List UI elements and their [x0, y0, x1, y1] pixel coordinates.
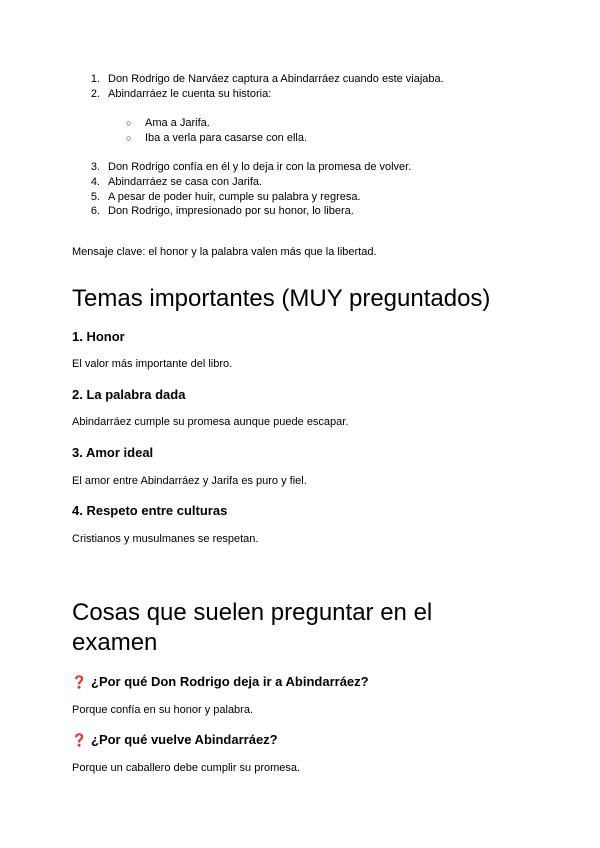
- list-item-text: Don Rodrigo de Narváez captura a Abindarráez cuando este viajaba.: [108, 73, 444, 85]
- hollow-bullet-icon: ○: [126, 133, 132, 143]
- theme-heading: 2. La palabra dada: [72, 387, 186, 402]
- hollow-bullet-icon: ○: [126, 118, 132, 128]
- list-item-text: Abindarráez se casa con Jarifa.: [108, 176, 263, 188]
- section-title-themes: Temas importantes (MUY preguntados): [72, 285, 491, 312]
- theme-text: Abindarráez cumple su promesa aunque puede escapar.: [72, 416, 349, 428]
- list-number: 1.: [90, 73, 100, 85]
- theme-heading: 3. Amor ideal: [72, 445, 154, 460]
- sub-list-item-text: Iba a verla para casarse con ella.: [145, 132, 308, 144]
- question-mark-icon: [72, 732, 86, 748]
- exam-question-text: ¿Por qué Don Rodrigo deja ir a Abindarráez?: [91, 674, 369, 689]
- exam-answer: Porque un caballero debe cumplir su promesa.: [72, 762, 301, 774]
- theme-text: Cristianos y musulmanes se respetan.: [72, 533, 259, 545]
- theme-text: El valor más importante del libro.: [72, 358, 233, 370]
- exam-question-text: ¿Por qué vuelve Abindarráez?: [91, 732, 278, 747]
- exam-question: [72, 674, 369, 690]
- theme-heading: 4. Respeto entre culturas: [72, 503, 228, 518]
- list-number: 6.: [90, 205, 100, 217]
- list-item-text: Don Rodrigo, impresionado por su honor, lo libera.: [108, 205, 354, 217]
- list-number: 3.: [90, 161, 100, 173]
- list-number: 5.: [90, 191, 100, 203]
- list-number: 2.: [90, 88, 100, 100]
- exam-answer: Porque confía en su honor y palabra.: [72, 704, 254, 716]
- section-title-exam-line1: Cosas que suelen preguntar en el: [72, 599, 433, 626]
- exam-question: [72, 732, 278, 748]
- theme-text: El amor entre Abindarráez y Jarifa es puro y fiel.: [72, 475, 307, 487]
- list-item-text: A pesar de poder huir, cumple su palabra y regresa.: [108, 191, 361, 203]
- list-item-text: Abindarráez le cuenta su historia:: [108, 88, 272, 100]
- list-number: 4.: [90, 176, 100, 188]
- sub-list-item-text: Ama a Jarifa.: [145, 117, 210, 129]
- list-item-text: Don Rodrigo confía en él y lo deja ir con la promesa de volver.: [108, 161, 412, 173]
- question-mark-icon: [72, 674, 86, 690]
- section-title-exam-line2: examen: [72, 629, 158, 656]
- theme-heading: 1. Honor: [72, 329, 125, 344]
- key-message: Mensaje clave: el honor y la palabra valen más que la libertad.: [72, 246, 377, 258]
